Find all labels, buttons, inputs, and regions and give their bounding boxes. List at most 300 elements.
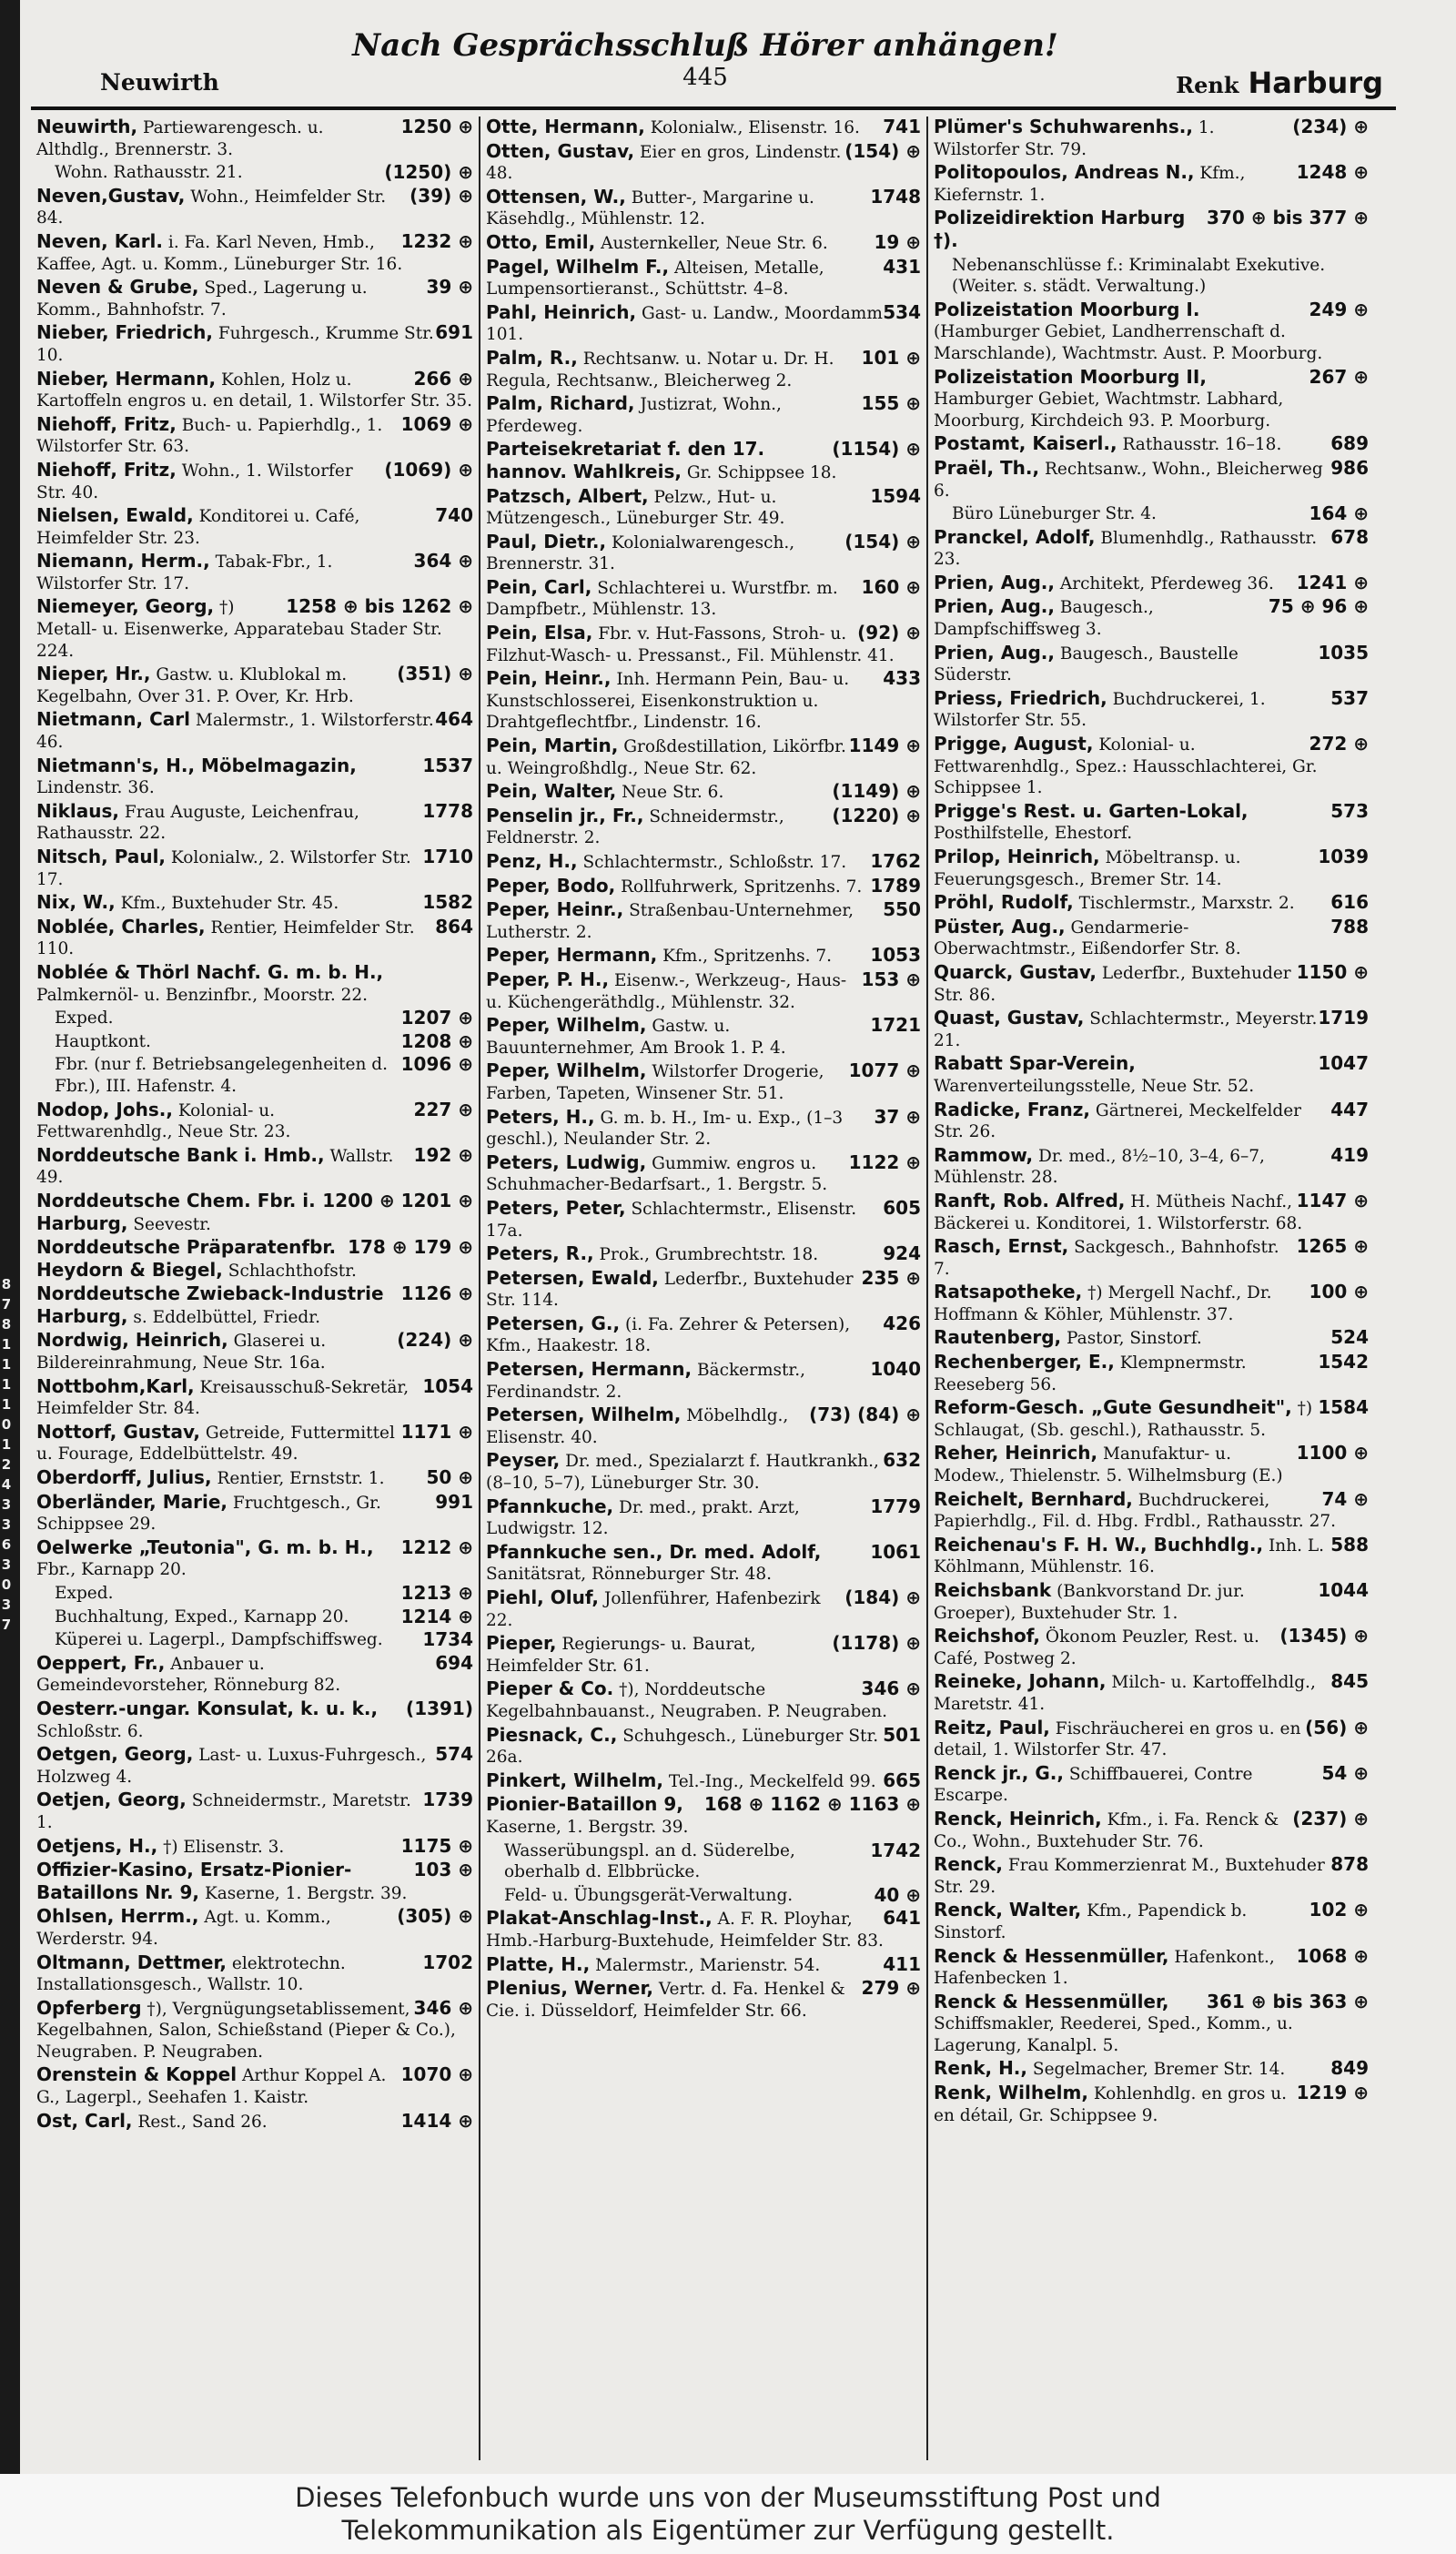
phone-number: 361 ⊕ bis 363 ⊕ [1207, 1990, 1369, 2012]
phone-number: 279 ⊕ [861, 1977, 921, 2000]
entry-name: Nottorf, Gustav, [36, 1420, 200, 1443]
directory-entry [934, 433, 1369, 456]
phone-number: 346 ⊕ [861, 1677, 921, 1700]
entry-name: Renk, Wilhelm, [934, 2082, 1088, 2104]
entry-details: Inh. L. Köhlmann, Mühlenstr. 16. [934, 1535, 1325, 1577]
entry-name: Pfannkuche sen., Dr. med. Adolf, [486, 1540, 822, 1563]
entry-name: Ratsapotheke, [934, 1281, 1083, 1303]
directory-entry [486, 1198, 921, 1242]
directory-entry [486, 439, 921, 483]
entry-name: Neven & Grube, [36, 276, 199, 299]
phone-number: 1070 ⊕ [400, 2063, 473, 2086]
entry-name: Prilop, Heinrich, [934, 846, 1100, 867]
phone-number: 1171 ⊕ [400, 1420, 473, 1443]
phone-number: 1250 ⊕ [400, 117, 473, 137]
entry-name: Otten, Gustav, [486, 139, 635, 162]
directory-entry [934, 1352, 1369, 1395]
entry-details: Ökonom Peuzler, Rest. u. Café, Postweg 2. [934, 1627, 1259, 1668]
entry-name: Niehoff, Fritz, [36, 458, 177, 481]
entry-name: Pionier-Bataillon 9, [486, 1793, 683, 1816]
directory-entry [36, 231, 473, 275]
directory-entry [36, 1606, 473, 1628]
entry-details: Eisenw.-, Werkzeug-, Haus- u. Küchengeräthdlg., Mühlenstr. 32. [486, 970, 847, 1012]
phone-number: 665 [883, 1769, 921, 1791]
directory-entry [486, 141, 921, 185]
phone-number: 267 ⊕ [1309, 365, 1369, 388]
directory-entry [934, 1008, 1369, 1051]
entry-name: Quarck, Gustav, [934, 960, 1097, 983]
entry-name: Peper, Hermann, [486, 944, 658, 967]
directory-entry [934, 1854, 1369, 1898]
entry-details: (Hamburger Gebiet, Landherrenschaft d. Marschlande), Wachtmstr. Aust. P. Moorburg. [934, 322, 1323, 363]
entry-name: Polizeistation Moorburg I. [934, 298, 1200, 320]
entry-details: †) Schlaugat, (Sb. geschl.), Rathausstr. 5. [934, 1399, 1313, 1440]
directory-entry [934, 1191, 1369, 1234]
directory-entry [36, 551, 473, 594]
entry-name: Prien, Aug., [934, 571, 1055, 593]
entry-details: Fischräucherei en gros u. en detail, 1. Wilstorfer Str. 47. [934, 1718, 1301, 1760]
phone-number: 537 [1330, 686, 1369, 709]
entry-name: Pagel, Wilhelm F., [486, 255, 670, 278]
directory-entry [486, 348, 921, 391]
phone-number: 266 ⊕ [413, 367, 473, 390]
directory-entry [486, 257, 921, 300]
entry-details: Malermstr., 1. Wilstorferstr. 46. [36, 711, 434, 753]
phone-number: 1219 ⊕ [1296, 2082, 1369, 2104]
directory-entry [934, 917, 1369, 960]
directory-entry [934, 962, 1369, 1006]
entry-details: A. F. R. Ployhar, Hmb.-Harburg-Buxtehude, Heimfelder Str. 83. [486, 1910, 884, 1951]
directory-entry [486, 1243, 921, 1266]
entry-name: Radicke, Franz, [934, 1098, 1091, 1120]
directory-entry [486, 1978, 921, 2022]
header-right-word: Renk [1176, 72, 1239, 98]
entry-details: Lederfbr., Buxtehuder Str. 114. [486, 1269, 854, 1311]
phone-number: (92) ⊕ [857, 622, 921, 644]
entry-name: Nietmann's, H., Möbelmagazin, [36, 754, 357, 776]
entry-details: Hauptkont. [55, 1031, 151, 1051]
phone-number: (1220) ⊕ [832, 804, 921, 826]
directory-entry [36, 1906, 473, 1950]
directory-entry [486, 1794, 921, 1838]
entry-details: i. Fa. Karl Neven, Hmb., Kaffee, Agt. u. Komm., Lüneburger Str. 16. [36, 232, 403, 274]
entry-name: Renk, H., [934, 2057, 1027, 2080]
directory-entry [36, 162, 473, 184]
phone-number: 1742 [870, 1839, 921, 1861]
entry-details: 1. Wilstorfer Str. 79. [934, 118, 1215, 159]
header-right [1176, 66, 1383, 100]
entry-details: Glaserei u. Bildereinrahmung, Neue Str. 16a. [36, 1332, 327, 1373]
phone-number: 616 [1330, 891, 1369, 914]
phone-number: 155 ⊕ [861, 392, 921, 415]
directory-entry [486, 668, 921, 734]
entry-name: Renck jr., G., [934, 1761, 1064, 1784]
directory-entry [36, 277, 473, 320]
phone-number: 235 ⊕ [861, 1266, 921, 1289]
entry-details: Rest., Sand 26. [137, 2112, 268, 2132]
entry-name: Offizier-Kasino, Ersatz-Pionier-Bataillons Nr. 9, [36, 1859, 352, 1903]
header-city: Harburg [1248, 66, 1383, 100]
entry-details: Exped. [55, 1584, 114, 1603]
entry-name: Plenius, Werner, [486, 1977, 653, 2000]
phone-number: 1122 ⊕ [848, 1150, 921, 1173]
footer-line-1: Dieses Telefonbuch wurde uns von der Museumsstiftung Post und [295, 2482, 1161, 2513]
directory-entry [934, 299, 1369, 365]
directory-entry [486, 1678, 921, 1722]
entry-name: Reichelt, Bernhard, [934, 1487, 1133, 1510]
directory-entry [934, 367, 1369, 432]
phone-number: 153 ⊕ [861, 968, 921, 990]
header-rule [31, 106, 1396, 110]
entry-details: Tabak-Fbr., 1. Wilstorfer Str. 17. [36, 552, 333, 593]
phone-number: (237) ⊕ [1292, 1807, 1369, 1829]
directory-entry [486, 532, 921, 575]
phone-number: 102 ⊕ [1309, 1899, 1369, 1921]
margin-digit: 2 [1, 1456, 12, 1473]
entry-name: Opferberg [36, 1996, 142, 2019]
phone-number: 1100 ⊕ [1296, 1442, 1369, 1464]
directory-entry [36, 1629, 473, 1651]
entry-details: Last- u. Luxus-Fuhrgesch., Holzweg 4. [36, 1746, 427, 1787]
margin-digit: 7 [1, 1296, 12, 1312]
margin-digit: 1 [1, 1336, 12, 1353]
directory-entry [486, 876, 921, 898]
entry-name: Pröhl, Rudolf, [934, 891, 1074, 914]
phone-number: 1789 [870, 874, 921, 897]
phone-number: 678 [1330, 525, 1369, 548]
entry-name: Penselin jr., Fr., [486, 804, 644, 826]
phone-number: 1414 ⊕ [400, 2109, 473, 2132]
entry-details: Kaserne, 1. Bergstr. 39. [204, 1883, 408, 1903]
entry-details: Möbelhdlg., Elisenstr. 40. [486, 1406, 789, 1447]
entry-details: Vertr. d. Fa. Henkel & Cie. i. Düsseldorf, Heimfelder Str. 66. [486, 1980, 845, 2021]
entry-details: Kolonialw., 2. Wilstorfer Str. 17. [36, 848, 411, 889]
entry-details: Seevestr. [133, 1214, 211, 1234]
margin-digit: 1 [1, 1436, 12, 1453]
entry-details: Möbeltransp. u. Feuerungsgesch., Bremer Str. 14. [934, 848, 1241, 889]
entry-name: Oberländer, Marie, [36, 1490, 228, 1513]
directory-entry [486, 899, 921, 943]
phone-number: 1213 ⊕ [400, 1582, 473, 1604]
entry-name: Petersen, Ewald, [486, 1266, 659, 1289]
entry-details: Straßenbau-Unternehmer, Lutherstr. 2. [486, 901, 854, 942]
entry-details: Sped., Lagerung u. Komm., Bahnhofstr. 7. [36, 279, 368, 319]
directory-entry [486, 1496, 921, 1540]
entry-name: Rechenberger, E., [934, 1351, 1115, 1373]
entry-details: Buchhaltung, Exped., Karnapp 20. [55, 1606, 349, 1627]
margin-digit: 8 [1, 1316, 12, 1333]
directory-entry [36, 2111, 473, 2133]
entry-details: †) Elisenstr. 3. [163, 1837, 285, 1857]
phone-number: 1044 [1318, 1579, 1369, 1601]
directory-entry [934, 1397, 1369, 1441]
directory-entry [36, 1330, 473, 1373]
directory-entry [934, 208, 1369, 252]
entry-details: Warenverteilungsstelle, Neue Str. 52. [934, 1076, 1255, 1096]
entry-details: Frau Auguste, Leichenfrau, Rathausstr. 22. [36, 802, 359, 844]
directory-entry [934, 573, 1369, 595]
directory-entry [486, 486, 921, 530]
entry-details: Lederfbr., Buxtehuder Str. 86. [934, 963, 1291, 1005]
page-binding-edge [0, 0, 20, 2474]
directory-entry [486, 1885, 921, 1907]
entry-name: Ohlsen, Herrm., [36, 1905, 199, 1928]
entry-name: Plümer's Schuhwarenhs., [934, 117, 1193, 137]
phone-number: 1053 [870, 944, 921, 967]
entry-name: Ottensen, W., [486, 185, 626, 208]
directory-entry [486, 1404, 921, 1448]
phone-number: 1035 [1318, 641, 1369, 664]
column-1 [31, 117, 479, 2460]
directory-entry [486, 302, 921, 346]
directory-entry [934, 734, 1369, 799]
entry-name: Priess, Friedrich, [934, 686, 1107, 709]
entry-name: Niemann, Herm., [36, 550, 210, 573]
phone-number: 524 [1330, 1326, 1369, 1349]
entry-name: Peper, P. H., [486, 968, 610, 990]
entry-details: †) Metall- u. Eisenwerke, Apparatebau Stader Str. 224. [36, 598, 442, 661]
footer-notice [0, 2474, 1456, 2554]
entry-details: Jollenführer, Hafenbezirk 22. [486, 1589, 821, 1630]
phone-number: 1582 [422, 891, 473, 914]
directory-entry [486, 1313, 921, 1357]
phone-number: 1047 [1318, 1052, 1369, 1075]
entry-name: Niklaus, [36, 799, 119, 822]
phone-number: 691 [435, 321, 473, 344]
directory-entry [36, 596, 473, 662]
entry-details: Partiewarengesch. u. Althdlg., Brennerstr. 3. [36, 118, 324, 159]
entry-details: Kohlen, Holz u. Kartoffeln engros u. en detail, 1. Wilstorfer Str. 35. [36, 370, 472, 411]
phone-number: 249 ⊕ [1309, 298, 1369, 320]
directory-entry [36, 322, 473, 366]
directory-entry [486, 1152, 921, 1196]
entry-name: Piehl, Oluf, [486, 1586, 600, 1608]
entry-name: Norddeutsche Zwieback-Industrie Harburg, [36, 1282, 384, 1327]
entry-name: Neven, Karl. [36, 229, 164, 252]
entry-details: Pastor, Sinstorf. [1067, 1329, 1202, 1349]
directory-entry [934, 892, 1369, 915]
phone-number: 788 [1330, 915, 1369, 937]
entry-details: Tel.-Ing., Meckelfeld 99. [668, 1771, 876, 1791]
directory-entry [36, 1952, 473, 1996]
entry-details: Prok., Grumbrechtstr. 18. [599, 1245, 819, 1265]
margin-digit: 0 [1, 1576, 12, 1593]
directory-entry [36, 755, 473, 799]
directory-entry [486, 187, 921, 230]
entry-details: Posthilfstelle, Ehestorf. [934, 824, 1133, 844]
entry-name: Nix, W., [36, 891, 116, 914]
directory-entry [36, 2064, 473, 2108]
entry-name: Renck & Hessenmüller, [934, 1944, 1169, 1967]
phone-number: 1710 [422, 846, 473, 867]
entry-details: Gendarmerie-Oberwachtmstr., Eißendorfer Str. 8. [934, 917, 1241, 959]
phone-number: (1391) [406, 1697, 473, 1719]
entry-details: Kohlenhdlg. en gros u. en détail, Gr. Schippsee 9. [934, 2084, 1287, 2125]
entry-name: Piesnack, C., [486, 1723, 618, 1746]
entry-details: Malermstr., Marienstr. 54. [595, 1955, 821, 1975]
phone-number: 1212 ⊕ [400, 1535, 473, 1558]
phone-number: (1154) ⊕ [832, 438, 921, 461]
phone-number: 1241 ⊕ [1296, 571, 1369, 593]
entry-name: Nottbohm,Karl, [36, 1374, 195, 1397]
phone-number: 1208 ⊕ [400, 1029, 473, 1052]
entry-details: †) Mergell Nachf., Dr. Hoffmann & Köhler, Mühlenstr. 37. [934, 1283, 1272, 1324]
entry-name: Peters, H., [486, 1105, 595, 1128]
entry-details: †), Norddeutsche Kegelbahnbauanst., Neugraben. P. Neugraben. [486, 1680, 888, 1721]
directory-entry [934, 2083, 1369, 2126]
phone-number: (1069) ⊕ [384, 458, 473, 481]
phone-number: 168 ⊕ 1162 ⊕ 1163 ⊕ [703, 1793, 921, 1816]
phone-number: 573 [1330, 799, 1369, 822]
entry-name: Peters, R., [486, 1242, 594, 1265]
phone-number: (1250) ⊕ [384, 161, 473, 184]
entry-name: Palm, Richard, [486, 392, 635, 415]
entry-name: Nieber, Friedrich, [36, 321, 213, 344]
entry-details: Fbr., Karnapp 20. [36, 1560, 187, 1580]
phone-number: 54 ⊕ [1321, 1761, 1369, 1784]
directory-entry [934, 1145, 1369, 1189]
directory-entry [36, 1008, 473, 1029]
entry-name: Oeppert, Fr., [36, 1651, 166, 1674]
directory-entry [36, 962, 473, 1006]
directory-entry [486, 1840, 921, 1883]
directory-entry [36, 1031, 473, 1053]
entry-name: Quast, Gustav, [934, 1007, 1085, 1029]
entry-details: Schlachthofstr. [228, 1261, 357, 1281]
entry-details: Getreide, Futtermittel u. Fourage, Eddelbüttelstr. 49. [36, 1423, 395, 1464]
entry-details: Wohn. Rathausstr. 21. [55, 163, 243, 183]
phone-number: 1537 [422, 754, 473, 776]
entry-details: Wohn., Heimfelder Str. 84. [36, 187, 387, 228]
entry-details: Kfm., Papendick b. Sinstorf. [934, 1901, 1248, 1942]
phone-number: 19 ⊕ [874, 230, 921, 253]
phone-number: 37 ⊕ [874, 1105, 921, 1128]
entry-details: Alteisen, Metalle, Lumpensortieranst., Schüttstr. 4–8. [486, 258, 824, 299]
entry-name: Norddeutsche Präparatenfbr. Heydorn & Biegel, [36, 1236, 337, 1281]
entry-name: Reineke, Johann, [934, 1670, 1107, 1693]
entry-name: Rabatt Spar-Verein, [934, 1052, 1136, 1075]
phone-number: 605 [883, 1196, 921, 1219]
phone-number: (73) (84) ⊕ [809, 1404, 921, 1426]
phone-number: 740 [435, 504, 473, 527]
phone-number: 632 [883, 1449, 921, 1472]
entry-name: Pinkert, Wilhelm, [486, 1769, 663, 1791]
directory-entry [934, 458, 1369, 502]
directory-entry [36, 1789, 473, 1833]
margin-digit: 8 [1, 1276, 12, 1292]
directory-entry [36, 1653, 473, 1697]
phone-number: 1150 ⊕ [1296, 960, 1369, 983]
entry-name: Peper, Heinr., [486, 898, 624, 921]
entry-name: Ost, Carl, [36, 2109, 133, 2132]
margin-digit: 3 [1, 1596, 12, 1613]
entry-details: Schlachtermstr., Elisenstr. 17a. [486, 1199, 857, 1241]
phone-number: (1178) ⊕ [832, 1632, 921, 1655]
phone-number: 1594 [870, 484, 921, 507]
entry-details: Hamburger Gebiet, Wachtmstr. Labhard, Moorburg, Kirchdeich 93. P. Moorburg. [934, 390, 1284, 431]
directory-entry [36, 1237, 473, 1282]
entry-name: Petersen, G., [486, 1312, 621, 1334]
entry-details: Pelzw., Hut- u. Mützengesch., Lüneburger Str. 49. [486, 487, 785, 529]
entry-details: Schiffsmakler, Reederei, Sped., Komm., u. Lagerung, Kanalpl. 5. [934, 2014, 1293, 2055]
entry-name: Renck & Hessenmüller, [934, 1990, 1169, 2012]
directory-entry [36, 1467, 473, 1490]
entry-details: Kolonial- u. Fettwarenhdlg., Neue Str. 23. [36, 1100, 291, 1142]
entry-name: Platte, H., [486, 1952, 591, 1975]
phone-number: (305) ⊕ [397, 1905, 473, 1928]
margin-digit: 1 [1, 1356, 12, 1373]
entry-name: Nielsen, Ewald, [36, 504, 194, 527]
entry-name: Neuwirth, [36, 117, 138, 137]
phone-number: 849 [1330, 2057, 1369, 2080]
entry-name: Praël, Th., [934, 456, 1040, 479]
directory-entry [934, 117, 1369, 160]
phone-number: 1068 ⊕ [1296, 1944, 1369, 1967]
entry-details: Fruchtgesch., Gr. Schippsee 29. [36, 1493, 381, 1535]
entry-details: Kfm., Spritzenhs. 7. [662, 947, 833, 967]
phone-number: 346 ⊕ [413, 1996, 473, 2019]
entry-name: Reher, Heinrich, [934, 1442, 1098, 1464]
entry-details: Manufaktur- u. Modew., Thielenstr. 5. Wilhelmsburg (E.) [934, 1444, 1283, 1486]
entry-name: Oltmann, Dettmer, [36, 1951, 228, 1973]
entry-details: Arthur Koppel A. G., Lagerpl., Seehafen 1. Kaistr. [36, 2066, 387, 2108]
entry-details: Kolonial- u. Fettwarenhdlg., Spez.: Hausschlachterei, Gr. Schippsee 1. [934, 735, 1318, 798]
entry-details: Küperei u. Lagerpl., Dampfschiffsweg. [55, 1630, 383, 1650]
directory-entry [486, 1725, 921, 1769]
entry-name: Patzsch, Albert, [486, 484, 649, 507]
phone-number: 741 [883, 117, 921, 137]
phone-number: 1069 ⊕ [400, 412, 473, 435]
directory-entry [934, 1100, 1369, 1143]
directory-entry [934, 503, 1369, 525]
phone-number: (154) ⊕ [844, 530, 921, 552]
directory-entry [934, 1535, 1369, 1578]
directory-entry [36, 892, 473, 915]
directory-columns [31, 117, 1396, 2460]
phone-number: 864 [435, 915, 473, 937]
phone-number: 101 ⊕ [861, 346, 921, 369]
entry-name: Nieber, Hermann, [36, 367, 217, 390]
margin-digit: 7 [1, 1617, 12, 1633]
entry-details: Agt. u. Komm., Werderstr. 94. [36, 1908, 331, 1949]
entry-name: Pahl, Heinrich, [486, 300, 637, 323]
entry-name: Peyser, [486, 1449, 561, 1472]
entry-name: Orenstein & Koppel [36, 2063, 238, 2086]
entry-details: Baugesch., Dampfschiffsweg 3. [934, 598, 1154, 640]
directory-entry [486, 1450, 921, 1494]
header-slogan: Nach Gesprächsschluß Hörer anhängen! [352, 27, 1058, 64]
phone-number: 1265 ⊕ [1296, 1235, 1369, 1258]
entry-name: Nieper, Hr., [36, 663, 151, 685]
phone-number: (1345) ⊕ [1279, 1625, 1369, 1647]
entry-name: Norddeutsche Chem. Fbr. i. Harburg, [36, 1189, 316, 1234]
phone-number: 1719 [1318, 1007, 1369, 1029]
entry-details: Büro Lüneburger Str. 4. [952, 504, 1157, 524]
directory-entry [934, 1763, 1369, 1807]
entry-details: Schneidermstr., Feldnerstr. 2. [486, 806, 784, 848]
entry-details: Lindenstr. 36. [36, 778, 155, 798]
phone-number: 924 [883, 1242, 921, 1265]
phone-number: (56) ⊕ [1305, 1716, 1369, 1738]
phone-number: 227 ⊕ [413, 1098, 473, 1120]
entry-name: Palm, R., [486, 346, 578, 369]
phone-number: 40 ⊕ [874, 1883, 921, 1906]
phone-number: 1739 [422, 1789, 473, 1811]
margin-digit: 3 [1, 1556, 12, 1573]
entry-details: Dr. med., Spezialarzt f. Hautkrankh., (8–10, 5–7), Lüneburger Str. 30. [486, 1452, 879, 1494]
phone-number: 574 [435, 1743, 473, 1766]
entry-name: Prien, Aug., [934, 641, 1055, 664]
